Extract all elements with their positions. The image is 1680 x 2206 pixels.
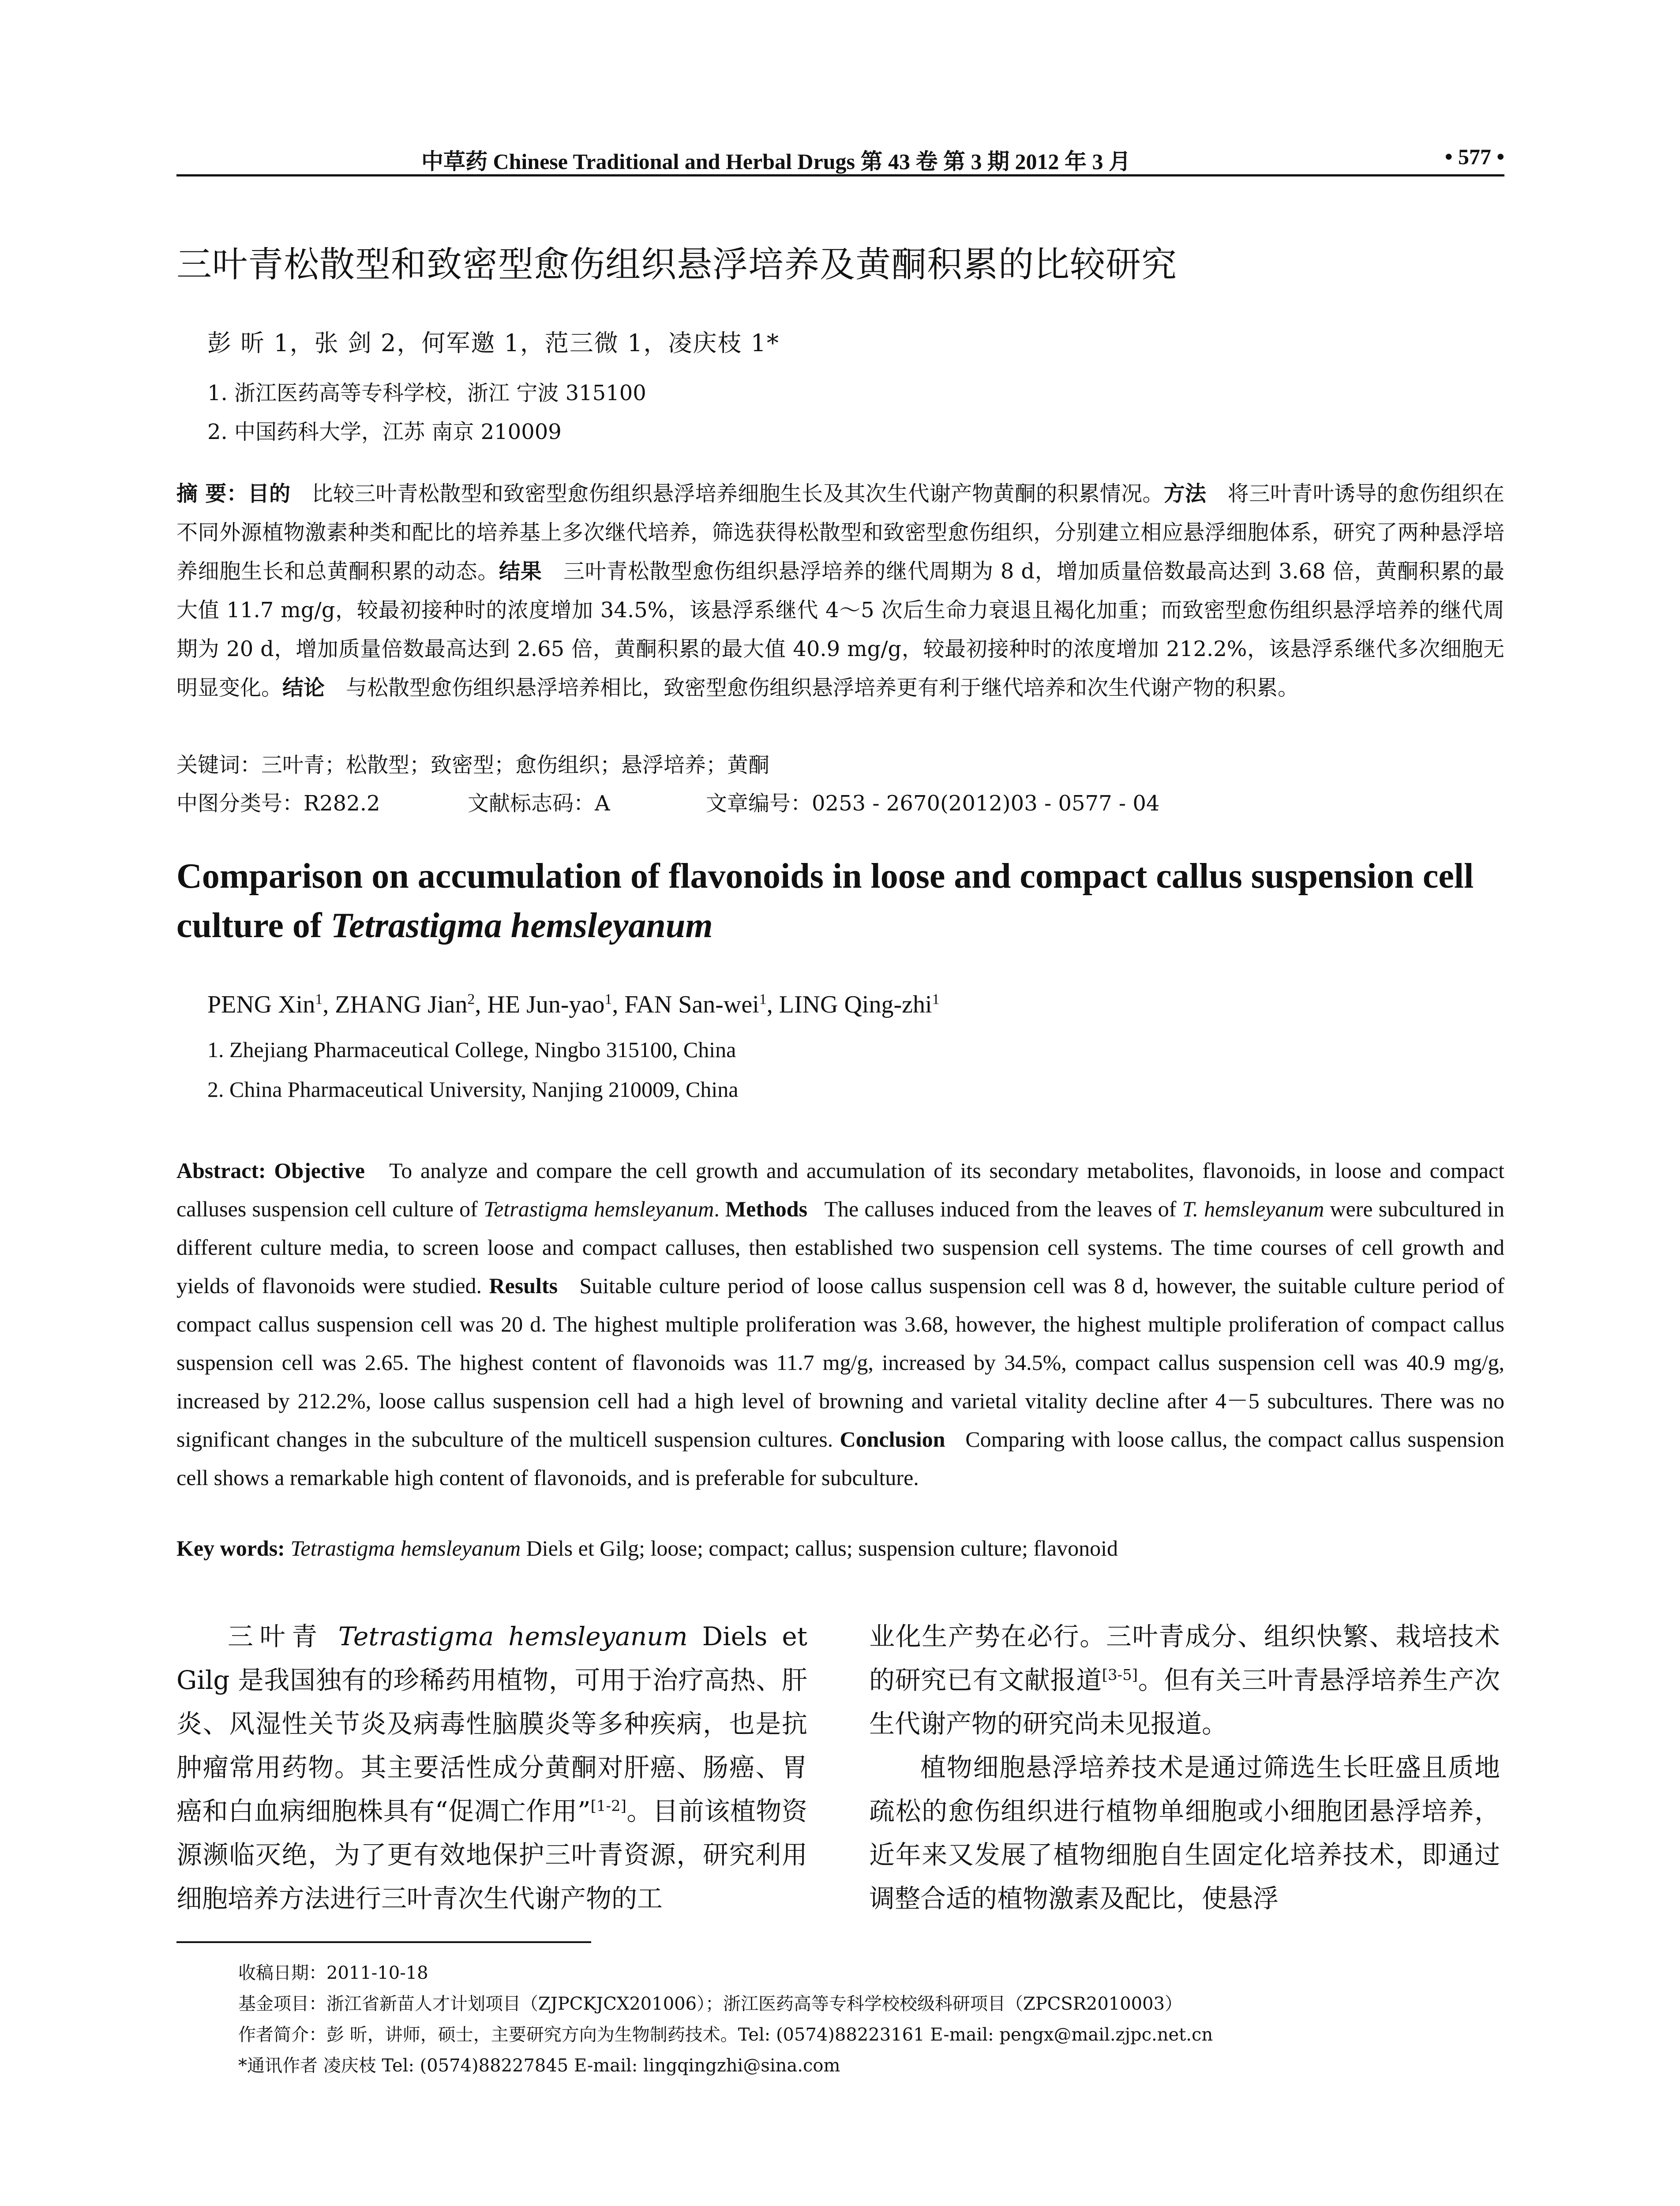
cn-objective-text: 比较三叶青松散型和致密型愈伤组织悬浮培养细胞生长及其次生代谢产物黄酮的积累情况。 (311, 481, 1164, 506)
footnote-received: 收稿日期：2011-10-18 (238, 1963, 428, 1983)
en-abstract: Abstract: Objective To analyze and compare the cell growth and accumulation of its secondary metabolites, flavonoids, in loose and compact calluses suspension cell culture of Tetrastigma hemsleyanum. Methods The calluses induced from the leaves of T. hemsleyanum were subcultured in different culture media, to screen loose and compact calluses, then established two suspension cell systems. The time courses of cell growth and yields of flavonoids were studied. Results Suitable culture period of loose callus suspension cell was 8 d, however, the suitable culture period of compact callus suspension cell was 20 d. The highest multiple proliferation was 3.68, however, the highest multiple proliferation of compact callus suspension cell was 2.65. The highest content of flavonoids was 11.7 mg/g, increased by 34.5%, compact callus suspension cell was 40.9 mg/g, increased by 212.2%, loose callus suspension cell had a high level of browning and varietal vitality decline after 4－5 subcultures. There was no significant changes in the subculture of the multicell suspension cultures. Conclusion Comparing with loose callus, the compact callus suspension cell shows a remarkable high content of flavonoids, and is preferable for subculture. (176, 1158, 1505, 1490)
en-conclusion-label: Conclusion (840, 1427, 945, 1452)
en-title-main: Comparison on accumulation of flavonoids in loose and compact callus suspension cell culture of (176, 857, 1474, 945)
en-author: ZHANG Jian (335, 991, 468, 1018)
body-text: 三叶青 (228, 1621, 338, 1651)
en-keywords-species: Tetrastigma hemsleyanum (290, 1536, 521, 1561)
author-affiliation-mark: 1 (932, 991, 940, 1008)
author-affiliation-mark: 1 (604, 991, 612, 1008)
cn-methods-label: 方法 (1163, 481, 1207, 506)
body-text: 。但有关三叶青悬浮培养生产次生代谢产物的研究尚未见报道。 (869, 1665, 1500, 1739)
en-results-text: Suitable culture period of loose callus suspension cell was 8 d, however, the suitable culture period of compact callus suspension cell was 20 d. The highest multiple proliferation was 3.68, however, the highest multiple proliferation of compact callus suspension cell was 2.65. The highest content of flavonoids was 11.7 mg/g, increased by 34.5%, compact callus suspension cell was 40.9 mg/g, increased by 212.2%, loose callus suspension cell had a high level of browning and varietal vitality decline after 4－5 subcultures. There was no significant changes in the subculture of the multicell suspension cultures. (176, 1273, 1505, 1452)
author-affiliation-mark: 1 (315, 991, 323, 1008)
en-keywords-label: Key words: (176, 1536, 285, 1561)
document-code: 文献标志码：A (468, 791, 610, 816)
en-results-label: Results (489, 1273, 558, 1298)
article-number: 文章编号：0253 - 2670(2012)03 - 0577 - 04 (706, 791, 1160, 816)
cn-abstract (176, 474, 1504, 707)
body-species-name: Tetrastigma hemsleyanum (338, 1621, 688, 1651)
body-text: Diels et Gilg 是我国独有的珍稀药用植物，可用于治疗高热、肝炎、风湿性关节炎及病毒性脑膜炎等多种疾病，也是抗肿瘤常用药物。其主要活性成分黄酮对肝癌、肠癌、胃癌和白血病细胞株具有“促凋亡作用” (176, 1621, 807, 1826)
cn-title: 三叶青松散型和致密型愈伤组织悬浮培养及黄酮积累的比较研究 (176, 244, 1177, 285)
page-number: • 577 • (1444, 144, 1504, 169)
footnote-author: 作者简介：彭 昕，讲师，硕士，主要研究方向为生物制药技术。Tel: (0574)88223161 E-mail: pengx@mail.zjpc.net.cn (238, 2025, 1213, 2045)
cn-abstract-label: 摘 要： (176, 481, 248, 506)
en-author: LING Qing-zhi (779, 991, 932, 1018)
journal-info: 中草药 Chinese Traditional and Herbal Drugs 第 43 卷 第 3 期 2012 年 3 月 (421, 149, 1131, 174)
body-text: 业化生产势在必行。三叶青成分、组织快繁、栽培技术的研究已有文献报道 (869, 1621, 1500, 1695)
body-paragraph: 植物细胞悬浮培养技术是通过筛选生长旺盛且质地疏松的愈伤组织进行植物单细胞或小细胞团悬浮培养，近年来又发展了植物细胞自生固定化培养技术，即通过调整合适的植物激素及配比，使悬浮 (869, 1752, 1500, 1913)
en-methods-text-2: were subcultured in different culture media, to screen loose and compact calluses, then established two suspension cell systems. The time courses of cell growth and yields of flavonoids were studied. (176, 1197, 1504, 1298)
cn-conclusion-text: 与松散型愈伤组织悬浮培养相比，致密型愈伤组织悬浮培养更有利于继代培养和次生代谢产物的积累。 (346, 675, 1299, 700)
cn-affiliation-1: 1. 浙江医药高等专科学校，浙江 宁波 315100 (207, 381, 646, 405)
citation-ref: [3-5] (1102, 1666, 1138, 1684)
en-author: PENG Xin (207, 991, 315, 1018)
body-column-left (176, 1615, 807, 1921)
en-objective-text: To analyze and compare the cell growth and accumulation of its secondary metabolites, flavonoids, in loose and compact calluses suspension cell culture of (176, 1158, 1504, 1221)
footnote-rule (176, 1941, 591, 1943)
en-methods-text: The calluses induced from the leaves of (824, 1197, 1182, 1221)
body-paragraph (176, 1615, 807, 1921)
citation-ref: [1-2] (590, 1797, 626, 1815)
en-affiliation-2: 2. China Pharmaceutical University, Nanjing 210009, China (207, 1077, 739, 1102)
en-conclusion-text: Comparing with loose callus, the compact callus suspension cell shows a remarkable high content of flavonoids, and is preferable for subculture. (176, 1427, 1504, 1490)
en-keywords-text: Diels et Gilg; loose; compact; callus; suspension culture; flavonoid (521, 1536, 1118, 1561)
en-authors: PENG Xin$^1$, ZHANG Jian$^2$, HE Jun-yao$^1$, FAN San-wei$^1$, LING Qing-zhi$^1$ (207, 991, 940, 1018)
header-rule (176, 174, 1504, 176)
cn-affiliation-2: 2. 中国药科大学，江苏 南京 210009 (207, 420, 562, 444)
en-methods-label: Methods (725, 1197, 808, 1221)
cn-keywords: 关键词：三叶青；松散型；致密型；愈伤组织；悬浮培养；黄酮 (176, 753, 770, 777)
author-affiliation-mark: 1 (759, 991, 767, 1008)
en-title-species: Tetrastigma hemsleyanum (330, 906, 713, 945)
author-affiliation-mark: 2 (467, 991, 475, 1008)
en-affiliation-1: 1. Zhejiang Pharmaceutical College, Ningbo 315100, China (207, 1037, 736, 1062)
en-title (176, 852, 1504, 950)
cn-conclusion-label: 结论 (282, 675, 325, 700)
en-keywords (176, 1535, 1504, 1561)
body-text: 。目前该植物资源濒临灭绝，为了更有效地保护三叶青资源，研究利用细胞培养方法进行三叶青次生代谢产物的工 (176, 1796, 807, 1913)
en-author: FAN San-wei (624, 991, 759, 1018)
body-paragraph (869, 1615, 1500, 1746)
footnote-fund: 基金项目：浙江省新苗人才计划项目（ZJPCKJCX201006）；浙江医药高等专科学校校级科研项目（ZPCSR2010003） (238, 1994, 1183, 2014)
cn-results-label: 结果 (499, 559, 542, 584)
clc-number: 中图分类号：R282.2 (176, 791, 380, 816)
cn-classification (176, 786, 1504, 817)
en-objective-species: Tetrastigma hemsleyanum (483, 1197, 714, 1221)
running-header (176, 141, 1504, 176)
cn-results-text: 三叶青松散型愈伤组织悬浮培养的继代周期为 8 d，增加质量倍数最高达到 3.68 倍，黄酮积累的最大值 11.7 mg/g，较最初接种时的浓度增加 34.5%，该悬浮系继代 4～5 次后生命力衰退且褐化加重；而致密型愈伤组织悬浮培养的继代周期为 20 d，增加质量倍数最高达到 2.65 倍，黄酮积累的最大值 40.9 mg/g，较最初接种时的浓度增加 212.2%，该悬浮系继代多次细胞无明显变化。 (176, 559, 1504, 700)
cn-objective-label: 目的 (248, 481, 291, 506)
cn-authors: 彭 昕 1，张 剑 2，何军邀 1，范三微 1，凌庆枝 1* (207, 329, 780, 357)
footnote-corresponding: *通讯作者 凌庆枝 Tel: (0574)88227845 E-mail: lingqingzhi@sina.com (238, 2056, 840, 2076)
en-objective-label: Abstract: Objective (176, 1158, 365, 1183)
en-author: HE Jun-yao (487, 991, 605, 1018)
en-methods-species: T. hemsleyanum (1182, 1197, 1324, 1221)
body-column-right (869, 1615, 1500, 1921)
cn-methods-text: 将三叶青叶诱导的愈伤组织在不同外源植物激素种类和配比的培养基上多次继代培养，筛选获得松散型和致密型愈伤组织，分别建立相应悬浮细胞体系，研究了两种悬浮培养细胞生长和总黄酮积累的动态。 (176, 481, 1504, 584)
